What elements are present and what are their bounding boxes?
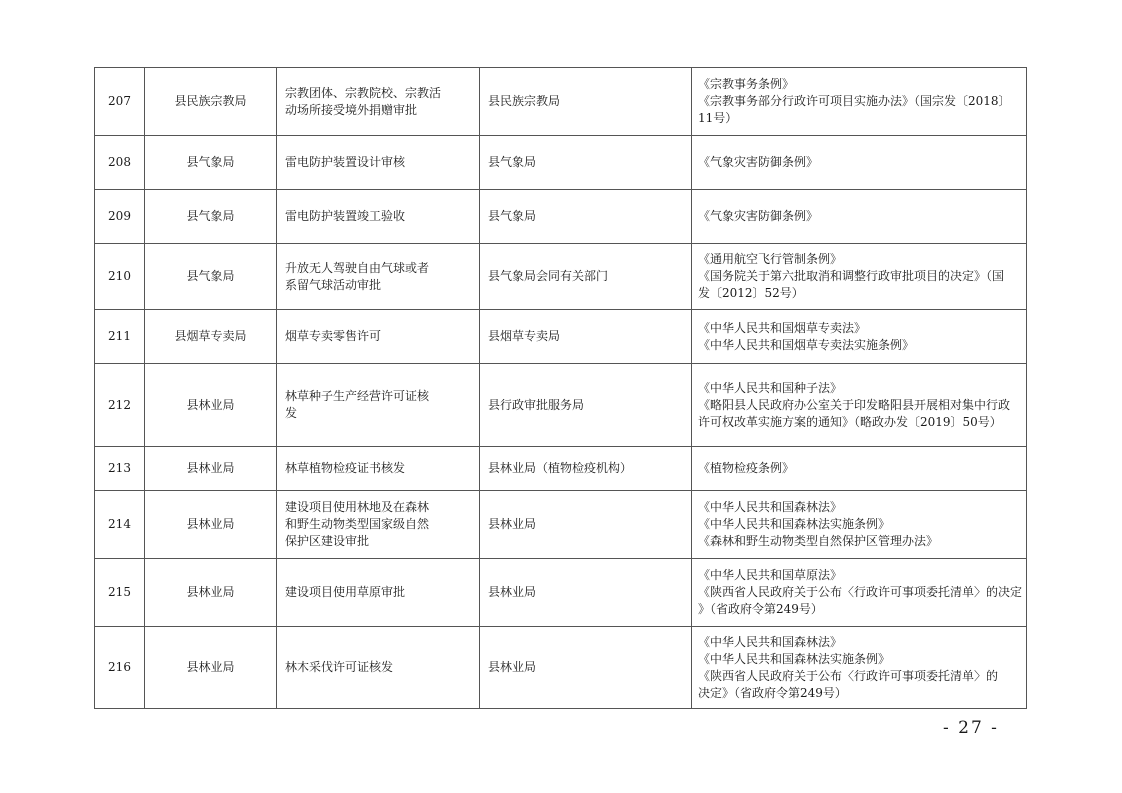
approval-item-cell-line: 升放无人驾驶自由气球或者: [285, 260, 430, 275]
legal-basis-cell: [692, 190, 1027, 244]
row-number-cell: 215: [95, 559, 145, 627]
legal-basis-cell-line: 《陕西省人民政府关于公布〈行政许可事项委托清单〉的: [698, 668, 999, 683]
row-number-cell: 207: [95, 68, 145, 136]
row-number-cell: 216: [95, 627, 145, 709]
implementing-agency-cell: 县行政审批服务局: [480, 364, 692, 447]
approval-item-cell: [277, 491, 480, 559]
legal-basis-cell-line: 《中华人民共和国烟草专卖法实施条例》: [698, 337, 915, 352]
table-row: [95, 559, 1027, 627]
row-number-cell: 209: [95, 190, 145, 244]
department-cell: 县气象局: [145, 244, 277, 310]
department-cell: 县气象局: [145, 136, 277, 190]
table-row: [95, 68, 1027, 136]
legal-basis-cell-line: 发〔2012〕52号）: [698, 286, 804, 300]
table-row: [95, 491, 1027, 559]
legal-basis-cell-line: 《中华人民共和国森林法》: [698, 500, 843, 514]
department-cell: 县林业局: [145, 447, 277, 491]
legal-basis-cell-line: 11号）: [698, 111, 738, 125]
implementing-agency-cell: 县林业局: [480, 627, 692, 709]
legal-basis-cell-line: 《气象灾害防御条例》: [698, 155, 819, 169]
legal-basis-cell-line: 《中华人民共和国烟草专卖法》: [698, 320, 867, 335]
legal-basis-cell-line: 《略阳县人民政府办公室关于印发略阳县开展相对集中行政: [698, 397, 1011, 412]
approval-item-cell-line: 雷电防护装置竣工验收: [285, 209, 406, 223]
approval-item-cell: [277, 310, 480, 364]
table-row: [95, 310, 1027, 364]
table-row: [95, 190, 1027, 244]
department-cell: 县气象局: [145, 190, 277, 244]
row-number-cell: 210: [95, 244, 145, 310]
legal-basis-cell: [692, 627, 1027, 709]
implementing-agency-cell: 县林业局: [480, 491, 692, 559]
legal-basis-cell-line: 《国务院关于第六批取消和调整行政审批项目的决定》（国: [698, 269, 1005, 283]
row-number-cell: 208: [95, 136, 145, 190]
legal-basis-cell: [692, 310, 1027, 364]
row-number-cell: 213: [95, 447, 145, 491]
approval-item-cell-line: 建设项目使用草原审批: [285, 585, 406, 599]
legal-basis-cell-line: 《中华人民共和国种子法》: [698, 380, 843, 395]
approval-item-cell-line: 动场所接受境外捐赠审批: [285, 102, 418, 117]
implementing-agency-cell: 县民族宗教局: [480, 68, 692, 136]
department-cell: 县民族宗教局: [145, 68, 277, 136]
approval-item-cell-line: 雷电防护装置设计审核: [285, 155, 406, 169]
legal-basis-cell-line: 许可权改革实施方案的通知》（略政办发〔2019〕50号）: [698, 414, 1002, 429]
table-row: [95, 447, 1027, 491]
approval-item-cell: [277, 68, 480, 136]
legal-basis-cell-line: 《宗教事务条例》: [698, 77, 795, 91]
approval-item-cell: [277, 627, 480, 709]
row-number-cell: 211: [95, 310, 145, 364]
approval-item-cell-line: 系留气球活动审批: [285, 277, 382, 292]
approval-item-cell: [277, 447, 480, 491]
legal-basis-cell-line: 《通用航空飞行管制条例》: [698, 252, 843, 266]
approval-item-cell: [277, 364, 480, 447]
approval-item-cell-line: 林草种子生产经营许可证核: [285, 389, 430, 403]
legal-basis-cell-line: 《中华人民共和国森林法》: [698, 634, 843, 649]
table-body: [95, 68, 1027, 709]
legal-basis-cell-line: 《气象灾害防御条例》: [698, 209, 819, 223]
implementing-agency-cell: 县气象局: [480, 136, 692, 190]
row-number-cell: 212: [95, 364, 145, 447]
implementing-agency-cell: 县烟草专卖局: [480, 310, 692, 364]
approval-item-cell-line: 建设项目使用林地及在森林: [285, 500, 430, 514]
legal-basis-cell: [692, 68, 1027, 136]
department-cell: 县林业局: [145, 491, 277, 559]
legal-basis-cell-line: 《中华人民共和国森林法实施条例》: [698, 517, 891, 531]
approval-items-table: [94, 67, 1027, 709]
department-cell: 县烟草专卖局: [145, 310, 277, 364]
table-row: [95, 364, 1027, 447]
approval-item-cell: [277, 244, 480, 310]
legal-basis-cell-line: 决定》（省政府令第249号）: [698, 685, 847, 700]
department-cell: 县林业局: [145, 364, 277, 447]
implementing-agency-cell: 县林业局: [480, 559, 692, 627]
approval-item-cell-line: 发: [285, 406, 298, 420]
table-row: [95, 136, 1027, 190]
implementing-agency-cell: 县林业局（植物检疫机构）: [480, 447, 692, 491]
page-number: - 27 -: [943, 718, 999, 738]
table-row: [95, 627, 1027, 709]
department-cell: 县林业局: [145, 627, 277, 709]
legal-basis-cell: [692, 447, 1027, 491]
approval-item-cell: [277, 190, 480, 244]
legal-basis-cell-line: 《植物检疫条例》: [698, 461, 795, 475]
legal-basis-cell: [692, 364, 1027, 447]
approval-item-cell-line: 林木采伐许可证核发: [285, 660, 394, 674]
legal-basis-cell: [692, 244, 1027, 310]
legal-basis-cell-line: 《森林和野生动物类型自然保护区管理办法》: [698, 534, 939, 548]
legal-basis-cell-line: 《宗教事务部分行政许可项目实施办法》（国宗发〔2018〕: [698, 94, 1011, 108]
row-number-cell: 214: [95, 491, 145, 559]
approval-item-cell-line: 保护区建设审批: [285, 534, 370, 548]
legal-basis-cell-line: 《中华人民共和国草原法》: [698, 568, 843, 582]
legal-basis-cell: [692, 136, 1027, 190]
approval-item-cell: [277, 136, 480, 190]
legal-basis-cell: [692, 559, 1027, 627]
legal-basis-cell: [692, 491, 1027, 559]
approval-item-cell: [277, 559, 480, 627]
legal-basis-cell-line: 《陕西省人民政府关于公布〈行政许可事项委托清单〉的决定: [698, 585, 1023, 599]
approval-item-cell-line: 烟草专卖零售许可: [285, 329, 382, 343]
legal-basis-cell-line: 《中华人民共和国森林法实施条例》: [698, 651, 891, 666]
legal-basis-cell-line: 》（省政府令第249号）: [698, 602, 823, 616]
approval-item-cell-line: 宗教团体、宗教院校、宗教活: [285, 85, 442, 100]
approval-item-cell-line: 和野生动物类型国家级自然: [285, 517, 430, 531]
approval-item-cell-line: 林草植物检疫证书核发: [285, 461, 406, 475]
implementing-agency-cell: 县气象局: [480, 190, 692, 244]
table-row: [95, 244, 1027, 310]
department-cell: 县林业局: [145, 559, 277, 627]
implementing-agency-cell: 县气象局会同有关部门: [480, 244, 692, 310]
